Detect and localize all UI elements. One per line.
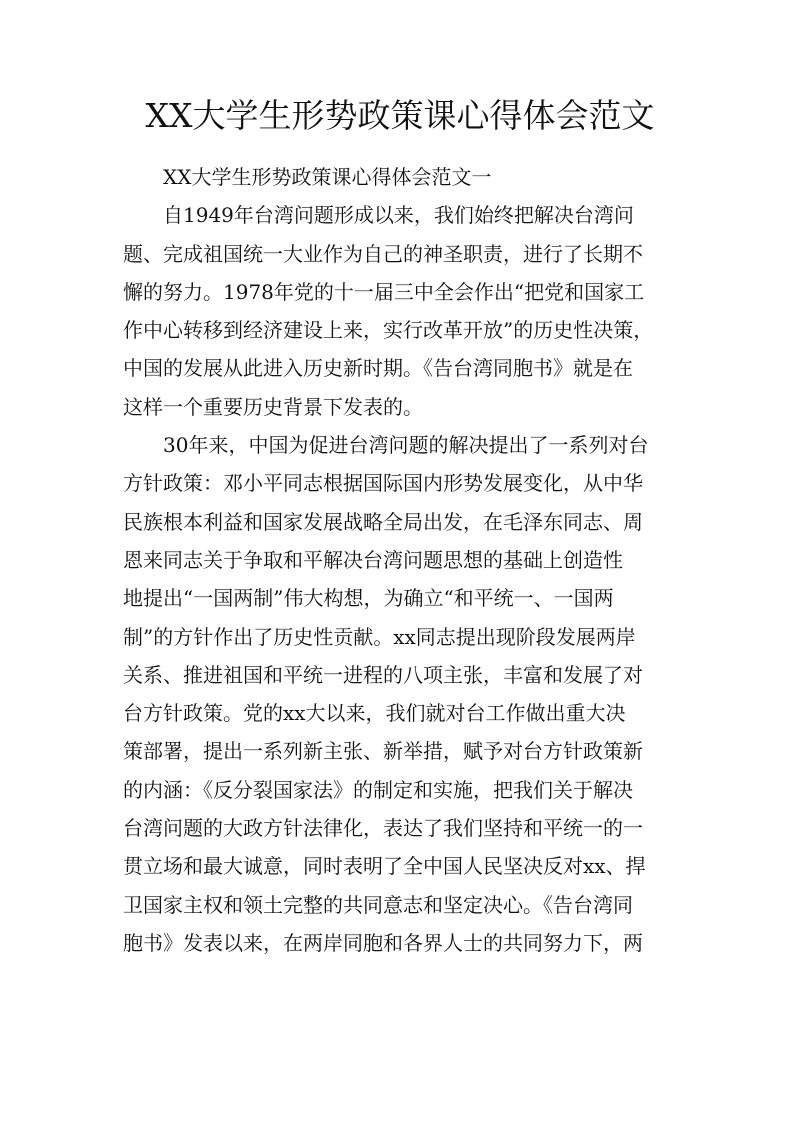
text-line: 方针政策：邓小平同志根据国际国内形势发展变化，从中华 (123, 471, 643, 496)
text-line: 题、完成祖国统一大业作为自己的神圣职责，进行了长期不 (123, 241, 643, 266)
subtitle-line: XX大学生形势政策课心得体会范文一 (163, 165, 492, 189)
text-line: 恩来同志关于争取和平解决台湾问题思想的基础上创造性 (123, 547, 623, 572)
text-line: 台方针政策。党的xx大以来，我们就对台工作做出重大决 (123, 701, 626, 726)
text-line: 贯立场和最大诚意，同时表明了全中国人民坚决反对xx、捍 (123, 854, 646, 879)
section-subtitle (123, 158, 683, 196)
text-line: 民族根本利益和国家发展战略全局出发，在毛泽东同志、周 (123, 509, 643, 534)
text-line: 自1949年台湾问题形成以来，我们始终把解决台湾问 (163, 203, 634, 228)
text-line: 这样一个重要历史背景下发表的。 (123, 394, 423, 419)
document-title: XX大学生形势政策课心得体会范文 (145, 96, 655, 135)
document-body (123, 158, 683, 962)
paragraph-2 (123, 426, 683, 962)
paragraph-1 (123, 196, 683, 426)
text-line: 胞书》发表以来，在两岸同胞和各界人士的共同努力下，两 (123, 930, 643, 955)
text-line: 卫国家主权和领土完整的共同意志和坚定决心。《告台湾同 (123, 892, 633, 917)
text-line: 中国的发展从此进入历史新时期。《告台湾同胞书》就是在 (123, 356, 633, 381)
text-line: 的内涵：《反分裂国家法》的制定和实施，把我们关于解决 (123, 777, 633, 802)
text-line: 30年来，中国为促进台湾问题的解决提出了一系列对台 (163, 433, 649, 458)
text-line: 地提出“一国两制”伟大构想，为确立“和平统一、一国两 (123, 586, 614, 611)
text-line: 策部署，提出一系列新主张、新举措，赋予对台方针政策新 (123, 739, 643, 764)
text-line: 关系、推进祖国和平统一进程的八项主张，丰富和发展了对 (123, 662, 643, 687)
text-line: 懈的努力。1978年党的十一届三中全会作出“把党和国家工 (123, 279, 645, 304)
text-line: 作中心转移到经济建设上来，实行改革开放”的历史性决策， (123, 318, 654, 343)
text-line: 台湾问题的大政方针法律化，表达了我们坚持和平统一的一 (123, 816, 643, 841)
text-line: 制”的方针作出了历史性贡献。xx同志提出现阶段发展两岸 (123, 624, 636, 649)
